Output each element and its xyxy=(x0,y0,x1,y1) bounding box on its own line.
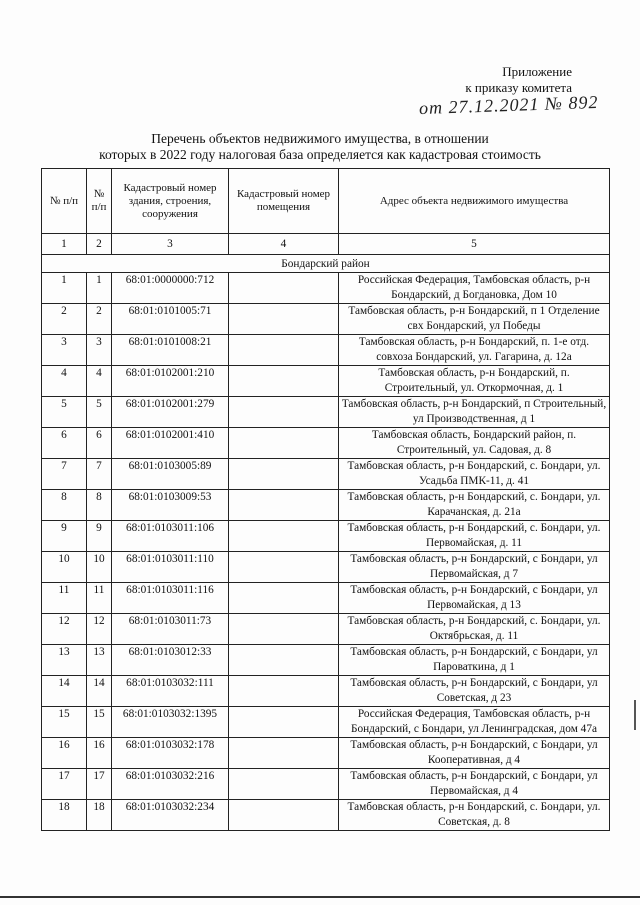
cadastral-number: 68:01:0103009:53 xyxy=(112,490,229,521)
table-row xyxy=(42,304,610,335)
room-cadastral-number xyxy=(229,552,339,583)
room-cadastral-number xyxy=(229,521,339,552)
row-number-2: 15 xyxy=(87,707,112,738)
room-cadastral-number xyxy=(229,676,339,707)
cadastral-number: 68:01:0103032:234 xyxy=(112,800,229,831)
room-cadastral-number xyxy=(229,800,339,831)
index-cell: 2 xyxy=(87,234,112,255)
address: Тамбовская область, р-н Бондарский, с. Бондари, ул. Советская, д. 8 xyxy=(339,800,610,831)
cadastral-number: 68:01:0103011:106 xyxy=(112,521,229,552)
table-row xyxy=(42,397,610,428)
header-number: № п/п xyxy=(42,169,87,234)
room-cadastral-number xyxy=(229,459,339,490)
row-number: 18 xyxy=(42,800,87,831)
row-number-2: 12 xyxy=(87,614,112,645)
index-cell: 5 xyxy=(339,234,610,255)
handwritten-order-date: от 27.12.2021 № 892 xyxy=(418,91,599,119)
address: Тамбовская область, р-н Бондарский, с. Бондари, ул. Октябрьская, д. 11 xyxy=(339,614,610,645)
cadastral-number: 68:01:0000000:712 xyxy=(112,273,229,304)
room-cadastral-number xyxy=(229,304,339,335)
cadastral-number: 68:01:0103032:178 xyxy=(112,738,229,769)
address: Российская Федерация, Тамбовская область, р-н Бондарский, с Бондари, ул Ленинградская, дом 47а xyxy=(339,707,610,738)
appendix-subtitle: к приказу комитета xyxy=(465,80,572,95)
scan-bottom-border xyxy=(0,896,640,898)
table-row xyxy=(42,676,610,707)
address: Тамбовская область, р-н Бондарский, с Бондари, ул Первомайская, д 7 xyxy=(339,552,610,583)
address: Тамбовская область, р-н Бондарский, с Бондари, ул Кооперативная, д 4 xyxy=(339,738,610,769)
room-cadastral-number xyxy=(229,397,339,428)
cadastral-number: 68:01:0102001:279 xyxy=(112,397,229,428)
address: Тамбовская область, р-н Бондарский, с Бондари, ул Первомайская, д 4 xyxy=(339,769,610,800)
row-number-2: 14 xyxy=(87,676,112,707)
table-row xyxy=(42,738,610,769)
row-number-2: 2 xyxy=(87,304,112,335)
address: Тамбовская область, р-н Бондарский, с. Бондари, ул. Усадьба ПМК-11, д. 41 xyxy=(339,459,610,490)
row-number-2: 17 xyxy=(87,769,112,800)
address: Тамбовская область, р-н Бондарский, с. Бондари, ул. Карачанская, д. 21а xyxy=(339,490,610,521)
district-row xyxy=(42,255,610,273)
address: Тамбовская область, р-н Бондарский, с Бондари, ул Советская, д 23 xyxy=(339,676,610,707)
table-row xyxy=(42,335,610,366)
district-name: Бондарский район xyxy=(42,255,610,273)
table-row xyxy=(42,769,610,800)
row-number: 1 xyxy=(42,273,87,304)
appendix-header xyxy=(465,64,572,96)
room-cadastral-number xyxy=(229,428,339,459)
table-row xyxy=(42,552,610,583)
row-number-2: 5 xyxy=(87,397,112,428)
row-number: 10 xyxy=(42,552,87,583)
room-cadastral-number xyxy=(229,366,339,397)
room-cadastral-number xyxy=(229,645,339,676)
row-number-2: 7 xyxy=(87,459,112,490)
cadastral-number: 68:01:0101005:71 xyxy=(112,304,229,335)
table-row xyxy=(42,645,610,676)
room-cadastral-number xyxy=(229,273,339,304)
row-number: 13 xyxy=(42,645,87,676)
row-number: 9 xyxy=(42,521,87,552)
scan-edge-mark xyxy=(634,700,636,730)
room-cadastral-number xyxy=(229,707,339,738)
table-row xyxy=(42,583,610,614)
row-number-2: 4 xyxy=(87,366,112,397)
room-cadastral-number xyxy=(229,738,339,769)
table-row xyxy=(42,800,610,831)
table-row xyxy=(42,490,610,521)
header-number-2: № п/п xyxy=(87,169,112,234)
row-number: 12 xyxy=(42,614,87,645)
cadastral-number: 68:01:0103032:111 xyxy=(112,676,229,707)
cadastral-number: 68:01:0103032:216 xyxy=(112,769,229,800)
cadastral-number: 68:01:0102001:210 xyxy=(112,366,229,397)
row-number-2: 18 xyxy=(87,800,112,831)
cadastral-number: 68:01:0103032:1395 xyxy=(112,707,229,738)
table-row xyxy=(42,273,610,304)
cadastral-number: 68:01:0103011:73 xyxy=(112,614,229,645)
room-cadastral-number xyxy=(229,769,339,800)
cadastral-number: 68:01:0103011:110 xyxy=(112,552,229,583)
header-cadastral-room: Кадастровый номер помещения xyxy=(229,169,339,234)
row-number: 11 xyxy=(42,583,87,614)
row-number: 8 xyxy=(42,490,87,521)
row-number: 16 xyxy=(42,738,87,769)
row-number-2: 6 xyxy=(87,428,112,459)
row-number: 6 xyxy=(42,428,87,459)
column-index-row xyxy=(42,234,610,255)
row-number: 2 xyxy=(42,304,87,335)
table-row xyxy=(42,366,610,397)
row-number-2: 1 xyxy=(87,273,112,304)
table-row xyxy=(42,614,610,645)
cadastral-number: 68:01:0103005:89 xyxy=(112,459,229,490)
row-number-2: 13 xyxy=(87,645,112,676)
property-table xyxy=(41,168,610,831)
document-title xyxy=(40,131,600,163)
title-line-2: которых в 2022 году налоговая база определяется как кадастровая стоимость xyxy=(99,147,541,162)
row-number: 4 xyxy=(42,366,87,397)
row-number: 7 xyxy=(42,459,87,490)
cadastral-number: 68:01:0103012:33 xyxy=(112,645,229,676)
row-number-2: 9 xyxy=(87,521,112,552)
header-cadastral-building: Кадастровый номер здания, строения, сооружения xyxy=(112,169,229,234)
address: Российская Федерация, Тамбовская область, р-н Бондарский, д Богдановка, Дом 10 xyxy=(339,273,610,304)
row-number-2: 8 xyxy=(87,490,112,521)
cadastral-number: 68:01:0103011:116 xyxy=(112,583,229,614)
table-body xyxy=(42,273,610,831)
title-line-1: Перечень объектов недвижимого имущества, в отношении xyxy=(151,131,489,146)
table-row xyxy=(42,428,610,459)
room-cadastral-number xyxy=(229,614,339,645)
row-number-2: 3 xyxy=(87,335,112,366)
row-number-2: 11 xyxy=(87,583,112,614)
room-cadastral-number xyxy=(229,583,339,614)
address: Тамбовская область, р-н Бондарский, п. Строительный, ул. Откормочная, д. 1 xyxy=(339,366,610,397)
room-cadastral-number xyxy=(229,335,339,366)
row-number-2: 16 xyxy=(87,738,112,769)
row-number: 3 xyxy=(42,335,87,366)
table-row xyxy=(42,459,610,490)
table-header-row xyxy=(42,169,610,234)
header-address: Адрес объекта недвижимого имущества xyxy=(339,169,610,234)
address: Тамбовская область, р-н Бондарский, п 1 Отделение свх Бондарский, ул Победы xyxy=(339,304,610,335)
row-number-2: 10 xyxy=(87,552,112,583)
address: Тамбовская область, Бондарский район, п. Строительный, ул. Садовая, д. 8 xyxy=(339,428,610,459)
cadastral-number: 68:01:0101008:21 xyxy=(112,335,229,366)
row-number: 15 xyxy=(42,707,87,738)
address: Тамбовская область, р-н Бондарский, с Бондари, ул Первомайская, д 13 xyxy=(339,583,610,614)
row-number: 17 xyxy=(42,769,87,800)
address: Тамбовская область, р-н Бондарский, с. Бондари, ул. Первомайская, д. 11 xyxy=(339,521,610,552)
address: Тамбовская область, р-н Бондарский, с Бондари, ул Пароваткина, д 1 xyxy=(339,645,610,676)
appendix-title: Приложение xyxy=(502,64,572,79)
table-row xyxy=(42,521,610,552)
index-cell: 4 xyxy=(229,234,339,255)
table-row xyxy=(42,707,610,738)
row-number: 5 xyxy=(42,397,87,428)
room-cadastral-number xyxy=(229,490,339,521)
row-number: 14 xyxy=(42,676,87,707)
address: Тамбовская область, р-н Бондарский, п. 1-е отд. совхоза Бондарский, ул. Гагарина, д. 12а xyxy=(339,335,610,366)
address: Тамбовская область, р-н Бондарский, п Строительный, ул Производственная, д 1 xyxy=(339,397,610,428)
index-cell: 1 xyxy=(42,234,87,255)
index-cell: 3 xyxy=(112,234,229,255)
cadastral-number: 68:01:0102001:410 xyxy=(112,428,229,459)
